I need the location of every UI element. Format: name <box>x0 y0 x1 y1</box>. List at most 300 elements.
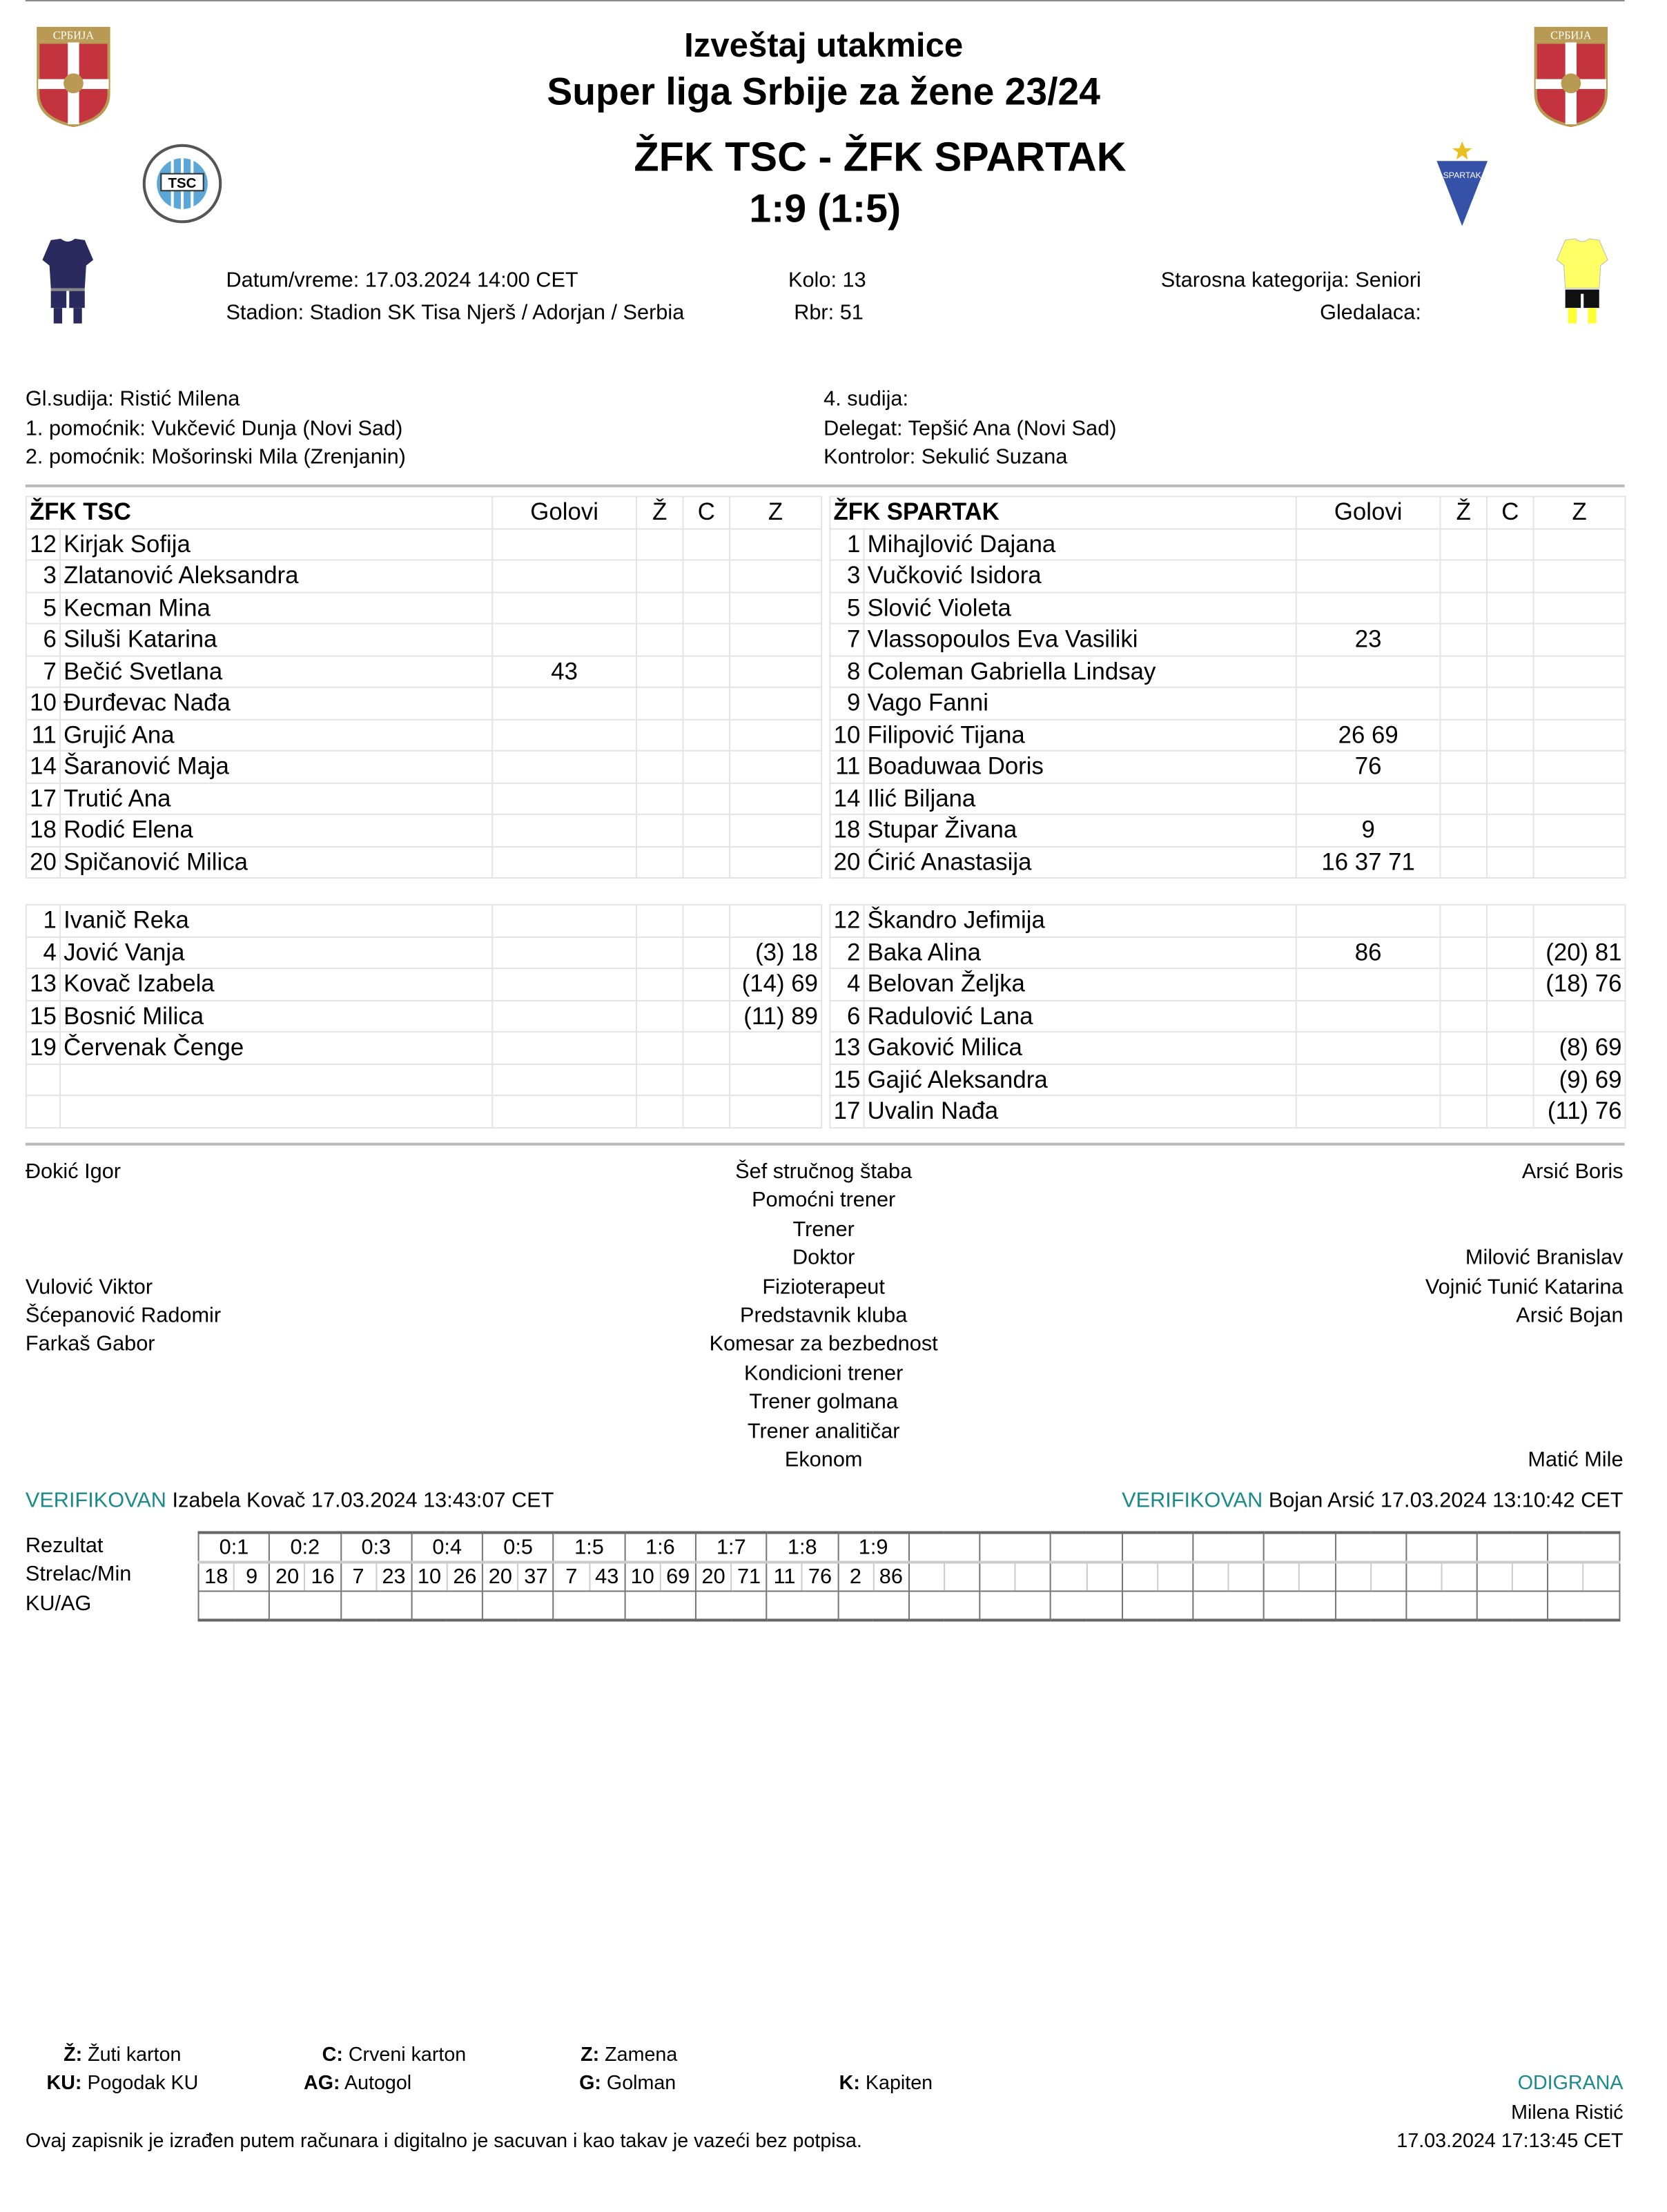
ku-ag-cell <box>1122 1591 1193 1620</box>
player-number: 15 <box>830 1064 864 1095</box>
sub-header: Z <box>730 496 821 528</box>
player-row <box>26 1032 821 1064</box>
substitution: (8) 69 <box>1534 1032 1626 1064</box>
player-goals <box>1296 1095 1441 1127</box>
home-staff-name: Đokić Igor <box>25 1159 121 1184</box>
player-name: Coleman Gabriella Lindsay <box>864 656 1296 687</box>
yellow-card <box>636 592 683 624</box>
substitution <box>1534 687 1626 719</box>
yellow-card <box>636 1095 683 1127</box>
player-number: 3 <box>26 560 60 591</box>
substitution <box>730 1064 821 1095</box>
player-name: Červenak Čenge <box>60 1032 492 1064</box>
scorer-number: 18 <box>199 1563 234 1592</box>
player-name: Bečić Svetlana <box>60 656 492 687</box>
player-number: 8 <box>830 656 864 687</box>
red-card <box>683 719 730 751</box>
staff-role: Šef stručnog štaba <box>735 1159 913 1184</box>
away-staff-name: Arsić Bojan <box>1516 1304 1624 1328</box>
legend-item <box>581 2042 677 2065</box>
yellow-card <box>636 624 683 656</box>
scorer-number <box>1335 1563 1370 1592</box>
home-kit-icon <box>39 237 96 325</box>
result-row <box>199 1533 1620 1563</box>
home-verified-by: Izabela Kovač 17.03.2024 13:43:07 CET <box>172 1489 554 1513</box>
ku-ag-cell <box>1264 1591 1335 1620</box>
official-right: 4. sudija: <box>823 386 909 411</box>
yellow-card <box>1441 814 1488 846</box>
goal-minute <box>944 1563 979 1592</box>
player-goals <box>492 937 636 968</box>
player-number: 10 <box>830 719 864 751</box>
yellow-card <box>1441 1064 1488 1095</box>
legend-key: G: <box>579 2071 601 2094</box>
yellow-card <box>1441 751 1488 783</box>
scorer-number <box>980 1563 1015 1592</box>
match-status: ODIGRANA <box>1517 2071 1624 2094</box>
player-number: 13 <box>830 1032 864 1064</box>
yellow-card <box>636 560 683 591</box>
player-row <box>830 1095 1625 1127</box>
player-name: Siluši Katarina <box>60 624 492 656</box>
away-staff-name: Matić Mile <box>1528 1447 1624 1472</box>
goals-header: Golovi <box>492 496 636 528</box>
player-goals <box>492 905 636 937</box>
yellow-card <box>636 751 683 783</box>
legend-item <box>304 2071 411 2093</box>
yellow-card <box>636 656 683 687</box>
red-card <box>1487 528 1534 560</box>
ku-ag-row <box>199 1591 1620 1620</box>
result-cell: 0:5 <box>482 1533 554 1563</box>
yellow-card <box>636 1032 683 1064</box>
verified-label: VERIFIKOVAN <box>25 1489 166 1513</box>
player-name: Kovač Izabela <box>60 968 492 1000</box>
goal-minute <box>1158 1563 1193 1592</box>
ku-ag-cell <box>1548 1591 1620 1620</box>
ku-ag-cell <box>482 1591 554 1620</box>
sub-header: Z <box>1534 496 1626 528</box>
player-name: Škandro Jefimija <box>864 905 1296 937</box>
legend-value: Zamena <box>605 2042 678 2066</box>
substitution: (18) 76 <box>1534 968 1626 1000</box>
result-cell: 0:2 <box>269 1533 340 1563</box>
staff-role: Trener analitičar <box>747 1419 900 1443</box>
yellow-card <box>1441 1095 1488 1127</box>
yellow-card <box>1441 624 1488 656</box>
match-datetime: Datum/vreme: 17.03.2024 14:00 CET <box>226 268 578 293</box>
substitution: (11) 89 <box>730 1000 821 1032</box>
yellow-card <box>636 1064 683 1095</box>
yellow-card <box>636 1000 683 1032</box>
player-number: 18 <box>830 814 864 846</box>
player-number: 14 <box>26 751 60 783</box>
official-right: Kontrolor: Sekulić Suzana <box>823 444 1068 469</box>
staff-role: Kondicioni trener <box>743 1361 904 1386</box>
staff-role: Komesar za bezbednost <box>709 1332 938 1357</box>
player-name: Ćirić Anastasija <box>864 846 1296 878</box>
player-number: 18 <box>26 814 60 846</box>
legend-item <box>47 2071 199 2093</box>
red-header: C <box>1487 496 1534 528</box>
substitution <box>1534 905 1626 937</box>
player-name: Filipović Tijana <box>864 719 1296 751</box>
player-number: 2 <box>830 937 864 968</box>
staff-role: Fizioterapeut <box>762 1275 885 1300</box>
staff-role: Ekonom <box>784 1447 863 1472</box>
scorer-number <box>1548 1563 1583 1592</box>
legend-item <box>322 2042 467 2065</box>
ku-ag-cell <box>269 1591 340 1620</box>
result-cell: 1:7 <box>696 1533 767 1563</box>
substitution <box>730 624 821 656</box>
player-row <box>26 814 821 846</box>
scorer-number: 10 <box>625 1563 660 1592</box>
legend-value: Žuti karton <box>88 2042 182 2066</box>
substitution <box>730 905 821 937</box>
player-goals <box>492 624 636 656</box>
player-name: Belovan Željka <box>864 968 1296 1000</box>
player-name: Stupar Živana <box>864 814 1296 846</box>
player-number: 4 <box>26 937 60 968</box>
red-card <box>1487 751 1534 783</box>
player-row <box>26 560 821 591</box>
score-label-ku-ag: KU/AG <box>25 1592 92 1616</box>
red-card <box>683 1000 730 1032</box>
player-number: 1 <box>26 905 60 937</box>
player-row <box>26 592 821 624</box>
player-goals <box>492 846 636 878</box>
red-card <box>1487 560 1534 591</box>
federation-crest-right <box>1533 26 1610 127</box>
player-row <box>26 968 821 1000</box>
red-card <box>1487 624 1534 656</box>
player-name: Jović Vanja <box>60 937 492 968</box>
result-cell <box>1477 1533 1548 1563</box>
goal-minute: 26 <box>447 1563 482 1592</box>
player-goals <box>1296 560 1441 591</box>
player-row <box>26 937 821 968</box>
red-header: C <box>683 496 730 528</box>
red-card <box>1487 687 1534 719</box>
red-card <box>683 968 730 1000</box>
player-number: 15 <box>26 1000 60 1032</box>
player-name: Radulović Lana <box>864 1000 1296 1032</box>
ku-ag-cell <box>1193 1591 1264 1620</box>
scorer-number <box>909 1563 944 1592</box>
goal-minute: 69 <box>660 1563 695 1592</box>
player-number: 13 <box>26 968 60 1000</box>
ku-ag-cell <box>554 1591 625 1620</box>
substitution: (3) 18 <box>730 937 821 968</box>
goal-minute <box>1583 1563 1619 1592</box>
yellow-card <box>636 814 683 846</box>
ku-ag-cell <box>199 1591 270 1620</box>
substitution: (9) 69 <box>1534 1064 1626 1095</box>
goal-minute: 37 <box>518 1563 554 1592</box>
player-row <box>26 1064 821 1095</box>
red-card <box>683 624 730 656</box>
home-staff-name: Vulović Viktor <box>25 1275 153 1300</box>
legend-value: Autogol <box>344 2071 412 2094</box>
scorer-number <box>1264 1563 1299 1592</box>
player-number: 12 <box>830 905 864 937</box>
player-row <box>830 719 1625 751</box>
player-name: Ilić Biljana <box>864 783 1296 814</box>
player-number: 4 <box>830 968 864 1000</box>
substitution <box>730 1032 821 1064</box>
ku-ag-cell <box>838 1591 909 1620</box>
player-row <box>26 528 821 560</box>
player-goals <box>1296 1064 1441 1095</box>
goal-minute: 71 <box>731 1563 766 1592</box>
yellow-card <box>636 687 683 719</box>
league-name: Super liga Srbije za žene 23/24 <box>547 70 1100 113</box>
player-name <box>60 1095 492 1127</box>
player-name: Đurđevac Nađa <box>60 687 492 719</box>
away-verification <box>1122 1489 1623 1513</box>
legend-value: Kapiten <box>865 2071 933 2094</box>
legend-key: AG: <box>304 2071 340 2094</box>
official-right: Delegat: Tepšić Ana (Novi Sad) <box>823 415 1117 440</box>
player-row <box>26 846 821 878</box>
staff-role: Trener <box>792 1217 855 1242</box>
player-number: 1 <box>830 528 864 560</box>
yellow-card <box>1441 846 1488 878</box>
legend-key: C: <box>322 2042 343 2066</box>
match-stadium: Stadion: Stadion SK Tisa Njerš / Adorjan / Serbia <box>226 300 685 325</box>
player-goals <box>492 1000 636 1032</box>
substitution <box>730 1095 821 1127</box>
player-row <box>830 656 1625 687</box>
legend-item <box>64 2042 181 2065</box>
red-card <box>683 1095 730 1127</box>
player-row <box>830 905 1625 937</box>
player-row <box>830 751 1625 783</box>
scorer-number: 11 <box>767 1563 802 1592</box>
player-name: Rodić Elena <box>60 814 492 846</box>
player-row <box>830 846 1625 878</box>
section-divider <box>26 485 1625 487</box>
result-cell: 1:8 <box>767 1533 838 1563</box>
scorer-number: 10 <box>411 1563 447 1592</box>
substitution <box>1534 751 1626 783</box>
ku-ag-cell <box>1406 1591 1477 1620</box>
player-row <box>830 528 1625 560</box>
legend-key: Ž: <box>64 2042 83 2066</box>
result-cell: 1:9 <box>838 1533 909 1563</box>
legend-item <box>579 2071 676 2093</box>
player-name: Gajić Aleksandra <box>864 1064 1296 1095</box>
spacer <box>26 878 821 905</box>
yellow-card <box>636 719 683 751</box>
legend-value: Pogodak KU <box>87 2071 199 2094</box>
scorer-number <box>1477 1563 1512 1592</box>
player-goals <box>492 1064 636 1095</box>
player-row <box>26 624 821 656</box>
yellow-card <box>1441 783 1488 814</box>
substitution <box>1534 1000 1626 1032</box>
player-row <box>26 687 821 719</box>
substitution <box>1534 846 1626 878</box>
goals-header: Golovi <box>1296 496 1441 528</box>
top-rule <box>26 0 1625 1</box>
player-number: 20 <box>830 846 864 878</box>
player-row <box>830 783 1625 814</box>
score-progression-table <box>198 1531 1621 1622</box>
player-goals <box>1296 968 1441 1000</box>
red-card <box>1487 905 1534 937</box>
player-number: 7 <box>26 656 60 687</box>
red-card <box>1487 1095 1534 1127</box>
red-card <box>683 560 730 591</box>
goal-minute: 76 <box>802 1563 837 1592</box>
red-card <box>683 592 730 624</box>
result-cell <box>980 1533 1051 1563</box>
player-name: Vučković Isidora <box>864 560 1296 591</box>
goal-minute: 43 <box>589 1563 625 1592</box>
player-goals <box>492 751 636 783</box>
scorer-number <box>1122 1563 1157 1592</box>
red-card <box>683 1032 730 1064</box>
substitution <box>730 783 821 814</box>
yellow-card <box>636 783 683 814</box>
away-lineup-table <box>829 496 1626 1128</box>
player-row <box>830 937 1625 968</box>
substitution <box>1534 719 1626 751</box>
away-club-logo <box>1434 141 1490 229</box>
player-goals <box>1296 1000 1441 1032</box>
player-goals <box>492 783 636 814</box>
table-header <box>26 496 821 528</box>
scorer-number: 2 <box>838 1563 873 1592</box>
yellow-card <box>1441 592 1488 624</box>
substitution <box>730 592 821 624</box>
player-number: 19 <box>26 1032 60 1064</box>
staff-role: Trener golmana <box>749 1390 898 1415</box>
result-cell: 0:3 <box>340 1533 411 1563</box>
red-card <box>683 937 730 968</box>
yellow-card <box>636 905 683 937</box>
red-card <box>683 1064 730 1095</box>
substitution <box>1534 814 1626 846</box>
player-name: Zlatanović Aleksandra <box>60 560 492 591</box>
ku-ag-cell <box>340 1591 411 1620</box>
yellow-card <box>636 846 683 878</box>
player-name: Bosnić Milica <box>60 1000 492 1032</box>
player-name: Baka Alina <box>864 937 1296 968</box>
player-row <box>26 905 821 937</box>
player-number: 17 <box>26 783 60 814</box>
player-name: Boaduwaa Doris <box>864 751 1296 783</box>
player-row <box>830 1000 1625 1032</box>
player-number: 17 <box>830 1095 864 1127</box>
player-row <box>830 687 1625 719</box>
player-name: Šaranović Maja <box>60 751 492 783</box>
red-card <box>1487 968 1534 1000</box>
player-name: Slović Violeta <box>864 592 1296 624</box>
goal-minute: 23 <box>376 1563 411 1592</box>
yellow-card <box>1441 687 1488 719</box>
player-number: 11 <box>26 719 60 751</box>
player-number: 6 <box>26 624 60 656</box>
ku-ag-cell <box>1477 1591 1548 1620</box>
away-kit-icon <box>1554 237 1610 325</box>
goal-minute: 86 <box>873 1563 908 1592</box>
attendance: Gledalaca: <box>1320 300 1421 325</box>
result-cell <box>1193 1533 1264 1563</box>
red-card <box>1487 1064 1534 1095</box>
red-card <box>683 783 730 814</box>
player-name: Kecman Mina <box>60 592 492 624</box>
player-row <box>26 719 821 751</box>
substitution: (14) 69 <box>730 968 821 1000</box>
red-card <box>1487 1032 1534 1064</box>
scorer-number <box>1193 1563 1228 1592</box>
legend-key: KU: <box>46 2071 82 2094</box>
match-title: ŽFK TSC - ŽFK SPARTAK <box>634 135 1127 181</box>
legend-key: Z: <box>581 2042 600 2066</box>
scorer-number <box>1051 1563 1086 1592</box>
svg-text:SPARTAK: SPARTAK <box>1443 170 1481 180</box>
player-row <box>830 968 1625 1000</box>
red-card <box>683 656 730 687</box>
player-goals <box>1296 905 1441 937</box>
player-goals: 16 37 71 <box>1296 846 1441 878</box>
legend-key: K: <box>839 2071 860 2094</box>
player-number: 5 <box>830 592 864 624</box>
substitution <box>1534 624 1626 656</box>
player-name: Uvalin Nađa <box>864 1095 1296 1127</box>
player-name <box>60 1064 492 1095</box>
player-row <box>26 656 821 687</box>
scorer-number: 7 <box>340 1563 376 1592</box>
player-goals <box>1296 592 1441 624</box>
player-row <box>830 1032 1625 1064</box>
home-staff-name: Farkaš Gabor <box>25 1332 155 1357</box>
player-name: Gaković Milica <box>864 1032 1296 1064</box>
player-goals <box>492 528 636 560</box>
player-row <box>830 814 1625 846</box>
substitution: (11) 76 <box>1534 1095 1626 1127</box>
player-number: 7 <box>830 624 864 656</box>
player-goals: 43 <box>492 656 636 687</box>
substitution <box>1534 592 1626 624</box>
player-goals <box>492 592 636 624</box>
goal-minute: 16 <box>305 1563 340 1592</box>
report-title: Izveštaj utakmice <box>684 26 964 66</box>
player-goals <box>1296 656 1441 687</box>
player-goals: 23 <box>1296 624 1441 656</box>
section-divider <box>26 1143 1625 1146</box>
ku-ag-cell <box>1051 1591 1122 1620</box>
red-card <box>1487 814 1534 846</box>
player-number: 12 <box>26 528 60 560</box>
red-card <box>683 751 730 783</box>
yellow-card <box>1441 905 1488 937</box>
result-cell: 0:1 <box>199 1533 270 1563</box>
yellow-header: Ž <box>1441 496 1488 528</box>
yellow-card <box>1441 937 1488 968</box>
player-row <box>26 751 821 783</box>
score-label-result: Rezultat <box>25 1534 104 1558</box>
substitution <box>1534 560 1626 591</box>
red-card <box>1487 719 1534 751</box>
ku-ag-cell <box>696 1591 767 1620</box>
goal-minute <box>1086 1563 1122 1592</box>
player-goals <box>492 1032 636 1064</box>
yellow-card <box>1441 656 1488 687</box>
